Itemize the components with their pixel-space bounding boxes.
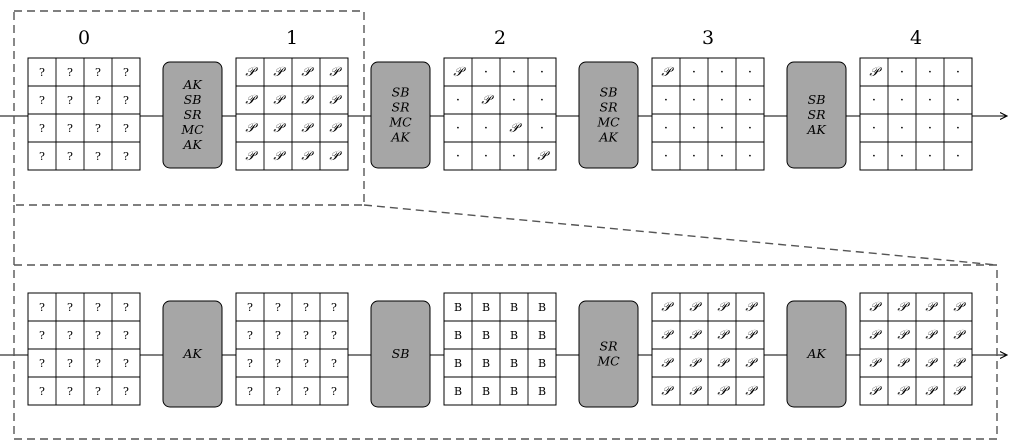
state-cell: 𝒫 bbox=[953, 384, 963, 399]
state-cell: ? bbox=[67, 66, 73, 79]
operation-label: SR bbox=[807, 107, 826, 122]
state-cell: B bbox=[537, 301, 547, 314]
state-cell: · bbox=[691, 65, 697, 80]
state-cell: · bbox=[719, 93, 725, 108]
state-cell: · bbox=[511, 149, 517, 164]
state-cell: ? bbox=[123, 301, 129, 314]
operation-label: AK bbox=[183, 77, 202, 92]
state-cell: · bbox=[483, 121, 489, 136]
state-cell: ? bbox=[247, 301, 253, 314]
state-cell: 𝒫 bbox=[689, 300, 699, 315]
state-cell: B bbox=[509, 329, 519, 342]
operation-label: MC bbox=[181, 122, 204, 137]
state-cell: · bbox=[955, 93, 961, 108]
state-cell: ? bbox=[67, 329, 73, 342]
operation-label: MC bbox=[597, 114, 620, 130]
state-cell: · bbox=[927, 65, 933, 80]
state-cell: ? bbox=[67, 385, 73, 398]
state-cell: 𝒫 bbox=[273, 65, 283, 80]
state-cell: 𝒫 bbox=[329, 121, 339, 136]
state-cell: 𝒫 bbox=[245, 93, 255, 108]
state-cell: 𝒫 bbox=[245, 149, 255, 164]
state-cell: ? bbox=[39, 122, 45, 135]
state-cell: 𝒫 bbox=[925, 328, 935, 343]
state-cell: 𝒫 bbox=[329, 65, 339, 80]
state-cell: · bbox=[955, 149, 961, 164]
state-cell: · bbox=[511, 93, 517, 108]
state-cell: B bbox=[509, 301, 519, 314]
operation-label: SR bbox=[183, 107, 202, 122]
state-cell: ? bbox=[95, 301, 101, 314]
state-cell: · bbox=[511, 65, 517, 80]
state-cell: 𝒫 bbox=[273, 149, 283, 164]
state-cell: 𝒫 bbox=[717, 328, 727, 343]
state-label-1: 1 bbox=[285, 27, 299, 49]
state-cell: B bbox=[537, 329, 547, 342]
state-cell: · bbox=[719, 149, 725, 164]
state-cell: 𝒫 bbox=[897, 328, 907, 343]
state-cell: 𝒫 bbox=[481, 93, 491, 108]
state-label-2: 2 bbox=[493, 27, 507, 49]
state-cell: 𝒫 bbox=[301, 93, 311, 108]
state-cell: ? bbox=[331, 301, 337, 314]
state-cell: 𝒫 bbox=[953, 356, 963, 371]
state-cell: · bbox=[539, 93, 545, 108]
state-cell: 𝒫 bbox=[301, 65, 311, 80]
bottom-operation-box-3 bbox=[787, 301, 846, 407]
state-cell: B bbox=[481, 329, 491, 342]
state-cell: 𝒫 bbox=[925, 384, 935, 399]
operation-label: AK bbox=[807, 346, 826, 361]
state-cell: 𝒫 bbox=[301, 121, 311, 136]
state-cell: ? bbox=[303, 301, 309, 314]
state-cell: ? bbox=[67, 150, 73, 163]
state-cell: ? bbox=[67, 94, 73, 107]
operation-label: MC bbox=[597, 353, 620, 369]
top-operation-box-0 bbox=[163, 62, 222, 168]
operation-label: SB bbox=[807, 92, 826, 107]
state-cell: 𝒫 bbox=[869, 384, 879, 399]
state-cell: 𝒫 bbox=[661, 356, 671, 371]
bottom-state-grid-1 bbox=[236, 293, 348, 405]
top-state-grid-4 bbox=[860, 58, 972, 170]
state-cell: ? bbox=[67, 122, 73, 135]
state-label-4: 4 bbox=[909, 27, 923, 49]
zoom-connector-right bbox=[364, 205, 997, 265]
state-cell: 𝒫 bbox=[661, 328, 671, 343]
state-cell: ? bbox=[95, 150, 101, 163]
state-cell: ? bbox=[39, 150, 45, 163]
state-cell: ? bbox=[95, 329, 101, 342]
state-cell: ? bbox=[303, 357, 309, 370]
state-cell: B bbox=[453, 301, 463, 314]
top-operation-box-3 bbox=[787, 62, 846, 168]
bottom-state-grid-2 bbox=[444, 293, 556, 405]
state-cell: B bbox=[481, 357, 491, 370]
operation-label: SR bbox=[391, 99, 410, 115]
state-cell: · bbox=[899, 65, 905, 80]
state-cell: ? bbox=[67, 357, 73, 370]
state-cell: ? bbox=[275, 385, 281, 398]
state-cell: ? bbox=[123, 94, 129, 107]
state-cell: B bbox=[537, 357, 547, 370]
state-cell: 𝒫 bbox=[689, 328, 699, 343]
state-cell: · bbox=[483, 65, 489, 80]
state-cell: · bbox=[747, 65, 753, 80]
state-cell: ? bbox=[303, 385, 309, 398]
state-cell: ? bbox=[247, 357, 253, 370]
state-cell: 𝒫 bbox=[661, 65, 671, 80]
state-cell: 𝒫 bbox=[245, 65, 255, 80]
state-cell: B bbox=[537, 385, 547, 398]
state-cell: B bbox=[509, 385, 519, 398]
state-cell: · bbox=[927, 121, 933, 136]
state-cell: 𝒫 bbox=[745, 328, 755, 343]
bottom-row bbox=[28, 293, 972, 407]
state-cell: 𝒫 bbox=[745, 356, 755, 371]
state-cell: 𝒫 bbox=[273, 93, 283, 108]
state-cell: · bbox=[455, 93, 461, 108]
state-cell: ? bbox=[331, 385, 337, 398]
state-cell: ? bbox=[123, 150, 129, 163]
state-cell: ? bbox=[123, 329, 129, 342]
top-state-grid-2 bbox=[444, 58, 556, 170]
state-cell: B bbox=[481, 385, 491, 398]
state-cell: · bbox=[455, 121, 461, 136]
state-cell: B bbox=[509, 357, 519, 370]
state-cell: B bbox=[453, 329, 463, 342]
state-cell: · bbox=[663, 121, 669, 136]
state-cell: · bbox=[691, 149, 697, 164]
state-cell: B bbox=[453, 385, 463, 398]
state-cell: ? bbox=[331, 329, 337, 342]
state-cell: B bbox=[481, 301, 491, 314]
state-cell: ? bbox=[247, 385, 253, 398]
state-cell: 𝒫 bbox=[897, 356, 907, 371]
operation-label: AK bbox=[183, 346, 202, 361]
state-cell: B bbox=[453, 357, 463, 370]
state-cell: ? bbox=[123, 357, 129, 370]
state-cell: 𝒫 bbox=[869, 300, 879, 315]
state-cell: · bbox=[691, 93, 697, 108]
state-cell: 𝒫 bbox=[897, 384, 907, 399]
state-cell: ? bbox=[95, 122, 101, 135]
state-cell: 𝒫 bbox=[745, 384, 755, 399]
bottom-state-grid-3 bbox=[652, 293, 764, 405]
state-cell: ? bbox=[39, 357, 45, 370]
state-cell: · bbox=[539, 65, 545, 80]
state-cell: 𝒫 bbox=[689, 384, 699, 399]
state-cell: · bbox=[927, 149, 933, 164]
top-state-grid-3 bbox=[652, 58, 764, 170]
operation-label: SB bbox=[391, 346, 410, 361]
state-cell: 𝒫 bbox=[925, 356, 935, 371]
state-cell: · bbox=[663, 93, 669, 108]
state-cell: ? bbox=[39, 66, 45, 79]
bottom-state-grid-4 bbox=[860, 293, 972, 405]
state-cell: ? bbox=[331, 357, 337, 370]
state-cell: ? bbox=[39, 329, 45, 342]
state-cell: · bbox=[539, 121, 545, 136]
state-cell: ? bbox=[247, 329, 253, 342]
top-state-grid-0 bbox=[28, 58, 140, 170]
operation-label: AK bbox=[183, 137, 202, 152]
state-cell: 𝒫 bbox=[869, 65, 879, 80]
state-cell: · bbox=[927, 93, 933, 108]
operation-label: SR bbox=[599, 338, 618, 354]
operation-label: AK bbox=[807, 122, 826, 137]
state-cell: ? bbox=[303, 329, 309, 342]
state-cell: 𝒫 bbox=[245, 121, 255, 136]
bottom-state-grid-0 bbox=[28, 293, 140, 405]
bottom-operation-box-1 bbox=[371, 301, 430, 407]
state-label-3: 3 bbox=[701, 27, 715, 49]
state-cell: 𝒫 bbox=[897, 300, 907, 315]
operation-label: MC bbox=[389, 114, 412, 130]
state-cell: 𝒫 bbox=[717, 384, 727, 399]
state-cell: · bbox=[747, 149, 753, 164]
state-cell: ? bbox=[275, 357, 281, 370]
top-row bbox=[28, 27, 972, 170]
state-cell: 𝒫 bbox=[689, 356, 699, 371]
state-cell: ? bbox=[275, 301, 281, 314]
state-cell: ? bbox=[123, 122, 129, 135]
state-cell: 𝒫 bbox=[869, 328, 879, 343]
operation-label: SB bbox=[183, 92, 202, 107]
operation-label: SR bbox=[599, 99, 618, 115]
operation-label: AK bbox=[391, 129, 410, 145]
state-cell: ? bbox=[39, 385, 45, 398]
operation-label: AK bbox=[599, 129, 618, 145]
top-state-grid-1 bbox=[236, 58, 348, 170]
state-cell: ? bbox=[95, 357, 101, 370]
top-operation-box-2 bbox=[579, 62, 638, 168]
state-cell: 𝒫 bbox=[509, 121, 519, 136]
top-operation-box-1 bbox=[371, 62, 430, 168]
state-cell: 𝒫 bbox=[925, 300, 935, 315]
state-cell: · bbox=[871, 93, 877, 108]
state-cell: ? bbox=[95, 385, 101, 398]
bottom-operation-box-2 bbox=[579, 301, 638, 407]
state-cell: · bbox=[955, 121, 961, 136]
state-cell: ? bbox=[123, 385, 129, 398]
state-cell: · bbox=[663, 149, 669, 164]
state-cell: · bbox=[871, 121, 877, 136]
state-cell: 𝒫 bbox=[329, 149, 339, 164]
state-cell: ? bbox=[95, 94, 101, 107]
state-cell: · bbox=[899, 93, 905, 108]
state-cell: 𝒫 bbox=[537, 149, 547, 164]
state-cell: ? bbox=[67, 301, 73, 314]
operation-label: SB bbox=[391, 84, 410, 100]
state-cell: 𝒫 bbox=[717, 300, 727, 315]
state-cell: · bbox=[899, 149, 905, 164]
state-cell: 𝒫 bbox=[953, 300, 963, 315]
state-cell: · bbox=[899, 121, 905, 136]
bottom-operation-box-0 bbox=[163, 301, 222, 407]
state-cell: 𝒫 bbox=[301, 149, 311, 164]
state-cell: · bbox=[955, 65, 961, 80]
state-cell: · bbox=[747, 93, 753, 108]
state-cell: ? bbox=[95, 66, 101, 79]
state-cell: 𝒫 bbox=[717, 356, 727, 371]
state-cell: 𝒫 bbox=[453, 65, 463, 80]
state-cell: · bbox=[691, 121, 697, 136]
state-cell: 𝒫 bbox=[745, 300, 755, 315]
state-cell: · bbox=[719, 65, 725, 80]
state-cell: · bbox=[455, 149, 461, 164]
operation-label: SB bbox=[599, 84, 618, 100]
state-cell: · bbox=[483, 149, 489, 164]
state-cell: ? bbox=[275, 329, 281, 342]
state-cell: 𝒫 bbox=[273, 121, 283, 136]
state-cell: 𝒫 bbox=[329, 93, 339, 108]
state-cell: ? bbox=[123, 66, 129, 79]
state-cell: · bbox=[747, 121, 753, 136]
state-cell: ? bbox=[39, 301, 45, 314]
state-cell: · bbox=[719, 121, 725, 136]
state-cell: ? bbox=[39, 94, 45, 107]
state-cell: · bbox=[871, 149, 877, 164]
state-cell: 𝒫 bbox=[661, 384, 671, 399]
state-label-0: 0 bbox=[77, 27, 91, 49]
state-cell: 𝒫 bbox=[953, 328, 963, 343]
state-cell: 𝒫 bbox=[869, 356, 879, 371]
state-cell: 𝒫 bbox=[661, 300, 671, 315]
